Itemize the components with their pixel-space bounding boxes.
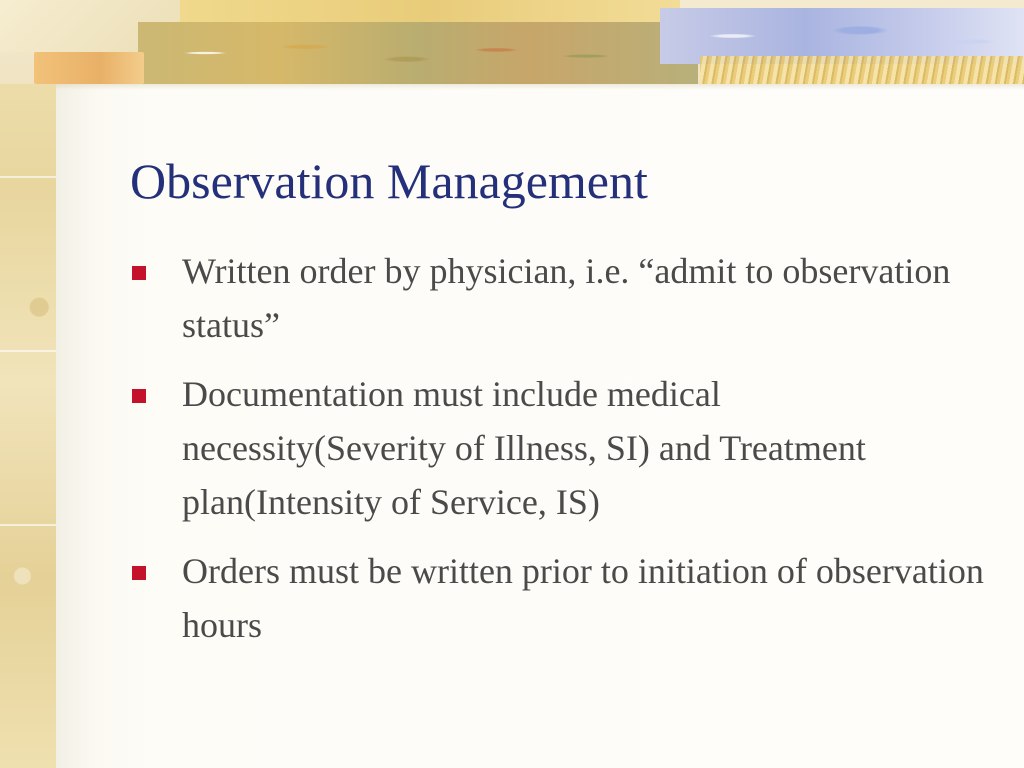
left-decorative-strip <box>0 0 56 768</box>
strip-seam <box>0 176 56 178</box>
bullet-text: Written order by physician, i.e. “admit to observation status” <box>182 251 951 345</box>
top-decorative-banner <box>0 0 1024 84</box>
square-bullet-icon <box>132 566 146 580</box>
slide-title: Observation Management <box>130 153 648 209</box>
banner-wheat-image <box>700 56 1024 84</box>
bullet-text: Documentation must include medical necessity(Severity of Illness, SI) and Treatment plan(Intensity of Service, IS) <box>182 374 866 522</box>
banner-autumn-leaves-image <box>138 22 698 84</box>
bullet-text: Orders must be written prior to initiation of observation hours <box>182 551 984 645</box>
strip-seam <box>0 524 56 526</box>
bullet-item <box>130 244 990 352</box>
square-bullet-icon <box>132 389 146 403</box>
banner-shadow <box>56 84 1024 90</box>
bullet-list <box>130 244 990 667</box>
square-bullet-icon <box>132 266 146 280</box>
strip-seam <box>0 350 56 352</box>
bullet-item <box>130 544 990 652</box>
bullet-item <box>130 367 990 529</box>
banner-gold-block <box>180 0 680 24</box>
banner-orange-block <box>34 52 144 84</box>
